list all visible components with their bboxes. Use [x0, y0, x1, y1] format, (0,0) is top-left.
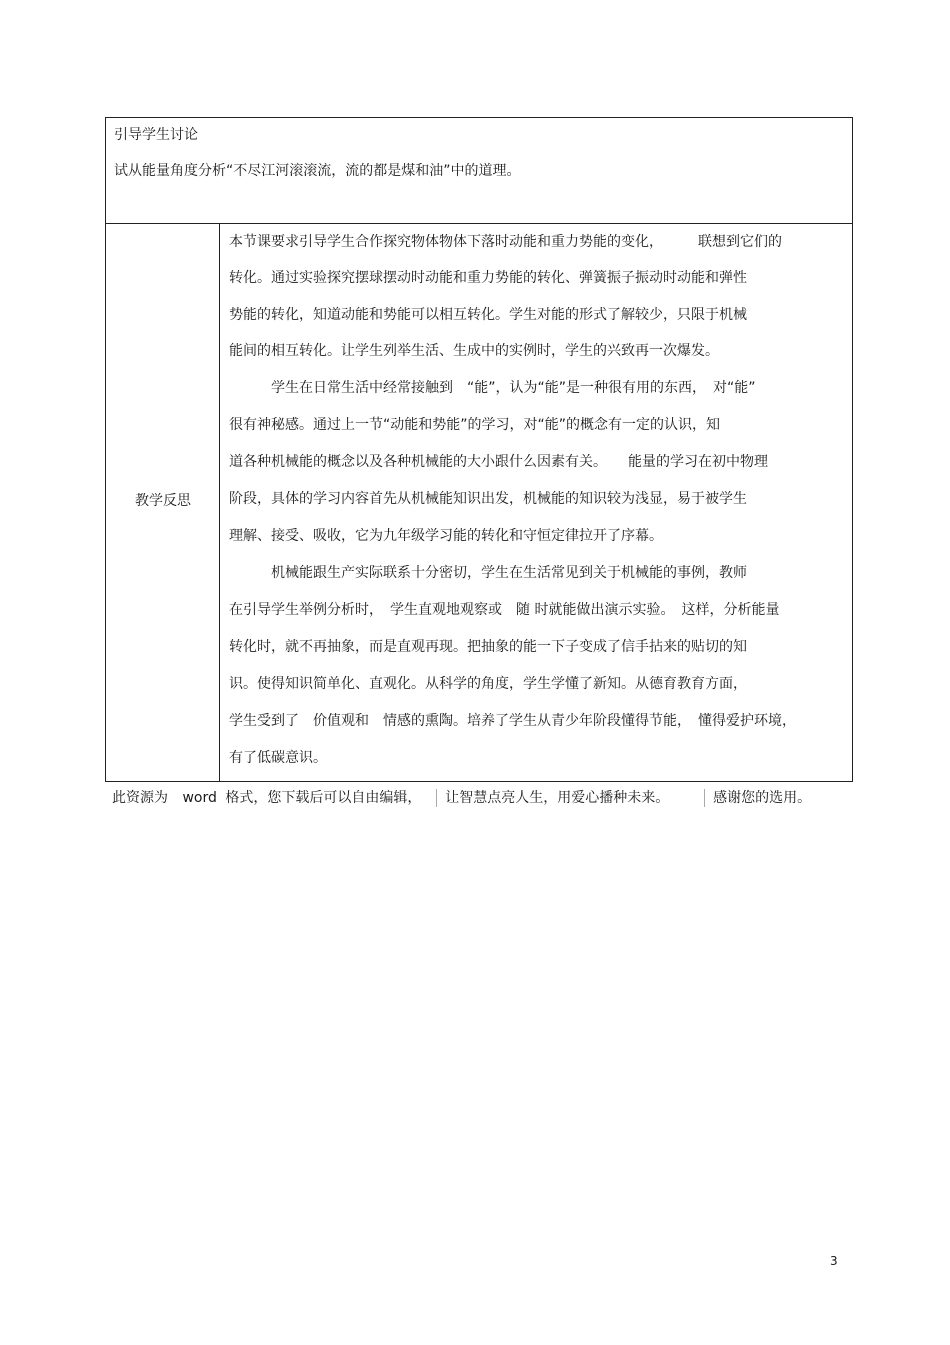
footer-format: word — [182, 790, 217, 806]
reflection-line: 本节课要求引导学生合作探究物体物体下落时动能和重力势能的变化， 联想到它们的 — [229, 234, 782, 250]
reflection-line: 机械能跟生产实际联系十分密切，学生在生活常见到关于机械能的事例，教师 — [271, 565, 747, 581]
reflection-line: 学生在日常生活中经常接触到 “能”，认为“能”是一种很有用的东西， 对“能” — [271, 380, 756, 396]
reflection-line: 势能的转化，知道动能和势能可以相互转化。学生对能的形式了解较少，只限于机械 — [229, 307, 747, 323]
footer-note — [112, 788, 811, 808]
discussion-heading: 引导学生讨论 — [114, 127, 198, 143]
reflection-line: 很有神秘感。通过上一节“动能和势能”的学习，对“能”的概念有一定的认识，知 — [229, 417, 721, 433]
page-number: 3 — [830, 1254, 838, 1268]
reflection-line: 在引导学生举例分析时， 学生直观地观察或 随 时就能做出演示实验。 这样，分析能量 — [229, 602, 780, 618]
reflection-line: 能间的相互转化。让学生列举生活、生成中的实例时，学生的兴致再一次爆发。 — [229, 343, 719, 359]
footer-text: 此资源为 — [112, 790, 168, 806]
reflection-line: 有了低碳意识。 — [229, 750, 327, 766]
reflection-line: 阶段，具体的学习内容首先从机械能知识出发，机械能的知识较为浅显，易于被学生 — [229, 491, 747, 507]
reflection-line: 识。使得知识简单化、直观化。从科学的角度，学生学懂了新知。从德育教育方面， — [229, 676, 747, 692]
reflection-line: 转化。通过实验探究摆球摆动时动能和重力势能的转化、弹簧振子振动时动能和弹性 — [229, 270, 747, 286]
reflection-line: 学生受到了 价值观和 情感的熏陶。培养了学生从青少年阶段懂得节能， 懂得爱护环境， — [229, 713, 796, 729]
divider — [436, 789, 437, 807]
footer-text: 格式，您下载后可以自由编辑， — [225, 790, 422, 806]
footer-motto: 让智慧点亮人生，用爱心播种未来。 — [445, 790, 670, 806]
reflection-label-cell — [106, 224, 220, 781]
footer-thanks: 感谢您的选用。 — [713, 790, 812, 806]
divider — [704, 789, 705, 807]
reflection-label: 教学反思 — [135, 493, 191, 509]
discussion-cell — [106, 118, 852, 224]
discussion-question: 试从能量角度分析“不尽江河滚滚流，流的都是煤和油”中的道理。 — [114, 163, 521, 179]
reflection-row — [106, 224, 852, 781]
reflection-line: 理解、接受、吸收，它为九年级学习能的转化和守恒定律拉开了序幕。 — [229, 528, 663, 544]
reflection-line: 转化时，就不再抽象，而是直观再现。把抽象的能一下子变成了信手拈来的贴切的知 — [229, 639, 747, 655]
lesson-table — [105, 117, 853, 782]
reflection-line: 道各种机械能的概念以及各种机械能的大小跟什么因素有关。 能量的学习在初中物理 — [229, 454, 768, 470]
